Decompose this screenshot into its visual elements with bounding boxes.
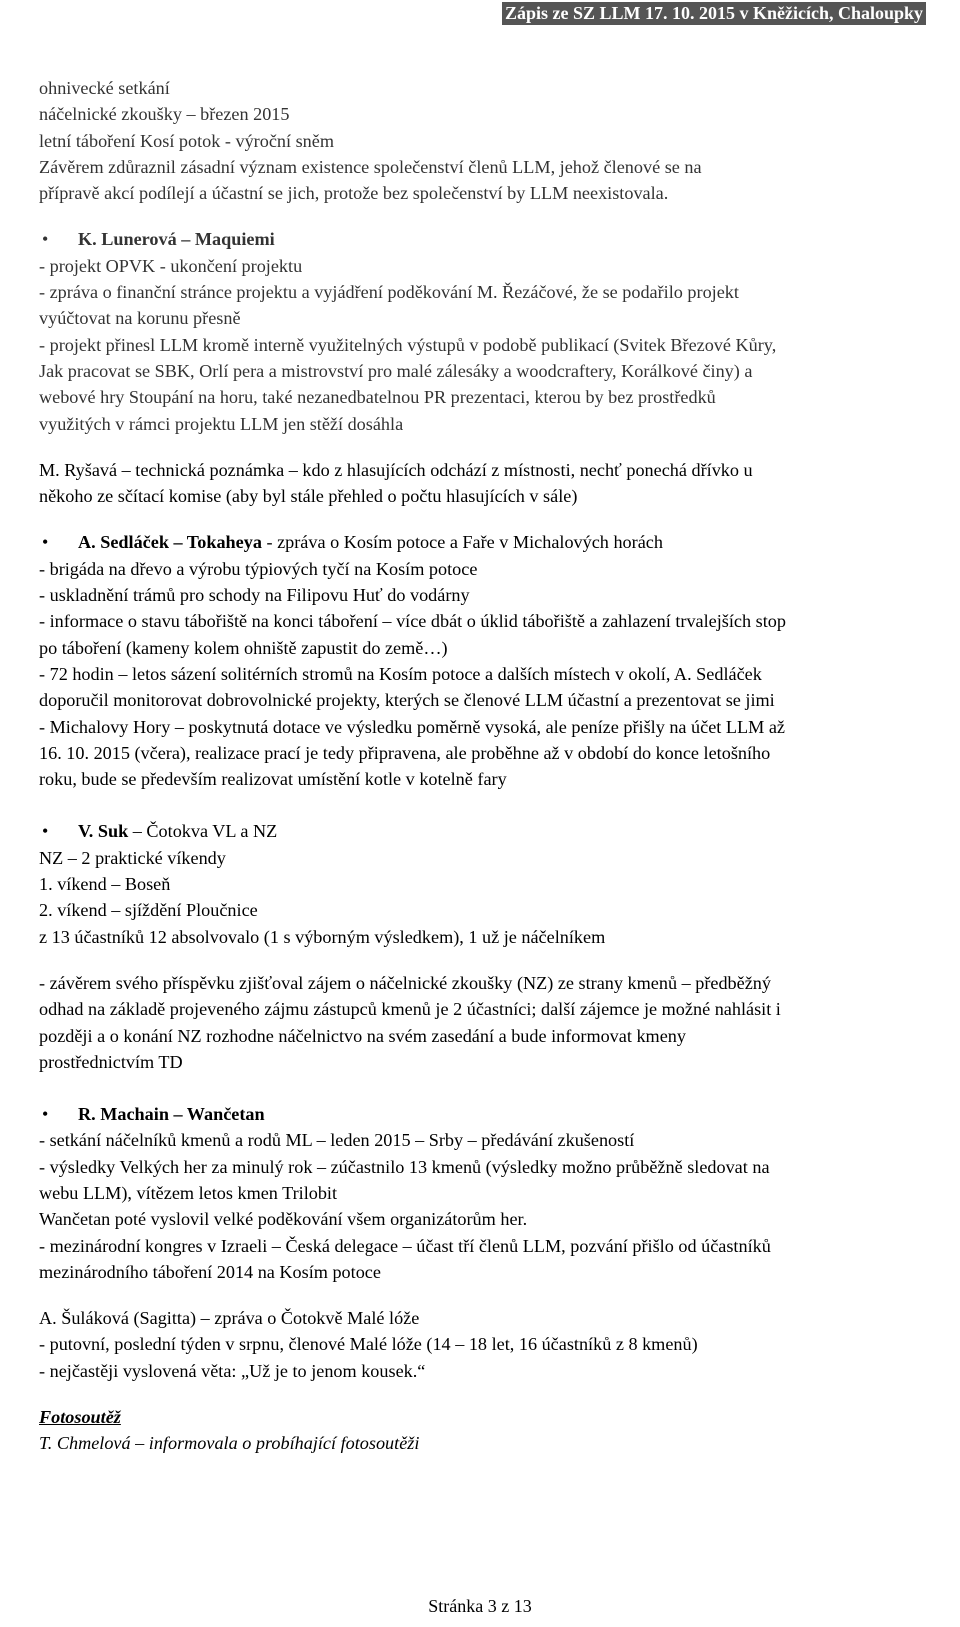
text-line: 1. víkend – Boseň bbox=[39, 874, 171, 895]
text-line: webu LLM), vítězem letos kmen Trilobit bbox=[39, 1182, 338, 1203]
text-line: z 13 účastníků 12 absolvovalo (1 s výborným výsledkem), 1 už je náčelníkem bbox=[39, 926, 606, 947]
text-line: Jak pracovat se SBK, Orlí pera a mistrovství pro malé zálesáky a woodcraftery, Korálkové činy) a bbox=[39, 360, 753, 381]
intro-line: náčelnické zkoušky – březen 2015 bbox=[39, 104, 290, 125]
text-line: doporučil monitorovat dobrovolnické projekty, kterých se členové LLM účastní a prezentovat se jimi bbox=[39, 690, 775, 711]
text-line: - zpráva o finanční stránce projektu a vyjádření poděkování M. Řezáčové, že se podařilo projekt bbox=[39, 282, 739, 303]
text-line: později a o konání NZ rozhodne náčelnictvo na svém zasedání a bude informovat kmeny bbox=[39, 1025, 686, 1046]
text-line: - výsledky Velkých her za minulý rok – zúčastnilo 13 kmenů (výsledky možno průběžně sledovat na bbox=[39, 1156, 770, 1177]
text-line: 2. víkend – sjíždění Ploučnice bbox=[39, 900, 258, 921]
text-line: M. Ryšavá – technická poznámka – kdo z hlasujících odchází z místnosti, nechť ponechá dřívko u bbox=[39, 459, 753, 480]
text-line: odhad na základě projeveného zájmu zástupců kmenů je 2 účastníci; další zájemce je možné nahlásit i bbox=[39, 999, 781, 1020]
speaker-name: K. Lunerová – Maquiemi bbox=[78, 229, 275, 250]
text-line: - mezinárodní kongres v Izraeli – Česká delegace – účast tří členů LLM, pozvání přišlo od účastníků bbox=[39, 1235, 771, 1256]
text-line: - setkání náčelníků kmenů a rodů ML – leden 2015 – Srby – předávání zkušeností bbox=[39, 1130, 635, 1151]
intro-line: letní táboření Kosí potok - výroční sněm bbox=[39, 130, 334, 151]
section-heading-fotosoutez: Fotosoutěž bbox=[39, 1407, 121, 1428]
text-line: - nejčastěji vyslovená věta: „Už je to jenom kousek.“ bbox=[39, 1360, 426, 1381]
text-line: webové hry Stoupání na horu, také nezanedbatelnou PR prezentaci, kterou by bez prostředků bbox=[39, 387, 716, 408]
spacer bbox=[39, 437, 934, 457]
text-line: NZ – 2 praktické víkendy bbox=[39, 847, 226, 868]
spacer bbox=[39, 1384, 934, 1404]
section-heading-machain bbox=[39, 1101, 934, 1127]
text-line: prostřednictvím TD bbox=[39, 1051, 183, 1072]
text-line: roku, bude se především realizovat umístění kotle v kotelně fary bbox=[39, 769, 507, 790]
intro-line: ohnivecké setkání bbox=[39, 78, 170, 98]
text-line: T. Chmelová – informovala o probíhající fotosoutěži bbox=[39, 1433, 420, 1454]
heading-text: - zpráva o Kosím potoce a Faře v Michalových horách bbox=[261, 532, 663, 553]
spacer bbox=[39, 950, 934, 970]
text-line: - projekt OPVK - ukončení projektu bbox=[39, 255, 303, 276]
text-line: - 72 hodin – letos sázení solitérních stromů na Kosím potoce a dalších místech v okolí, A. Sedláček bbox=[39, 663, 762, 684]
text-line: - uskladnění trámů pro schody na Filipovu Huť do vodárny bbox=[39, 585, 470, 606]
speaker-name: V. Suk bbox=[78, 821, 129, 842]
spacer bbox=[39, 509, 934, 529]
text-line: vyúčtovat na korunu přesně bbox=[39, 308, 241, 329]
text-line: - putovní, poslední týden v srpnu, členové Malé lóže (14 – 18 let, 16 účastníků z 8 kmenů) bbox=[39, 1334, 698, 1355]
section-heading-sedlacek bbox=[39, 529, 934, 555]
text-line: 16. 10. 2015 (včera), realizace prací je tedy připravena, ale proběhne až v období do konce letošního bbox=[39, 742, 771, 763]
text-line: - projekt přinesl LLM kromě interně využitelných výstupů v podobě publikací (Svitek Březové Kůry, bbox=[39, 334, 777, 355]
document-body bbox=[39, 75, 934, 1457]
intro-line: Závěrem zdůraznil zásadní význam existence společenství členů LLM, jehož členové se na bbox=[39, 156, 702, 177]
spacer bbox=[39, 1285, 934, 1305]
text-line: využitých v rámci projektu LLM jen stěží dosáhla bbox=[39, 413, 404, 434]
spacer bbox=[39, 1075, 934, 1101]
text-line: A. Šuláková (Sagitta) – zpráva o Čotokvě Malé lóže bbox=[39, 1308, 420, 1329]
text-line: po táboření (kameny kolem ohniště zapustit do země…) bbox=[39, 637, 448, 658]
speaker-name: R. Machain – Wančetan bbox=[78, 1104, 265, 1125]
text-line: - závěrem svého příspěvku zjišťoval zájem o náčelnické zkoušky (NZ) ze strany kmenů – předběžný bbox=[39, 972, 771, 993]
text-line: někoho ze sčítací komise (aby byl stále přehled o počtu hlasujících v sále) bbox=[39, 486, 578, 507]
text-line: - informace o stavu tábořiště na konci táboření – více dbát o úklid tábořiště a zahlazení trvalejších stop bbox=[39, 611, 786, 632]
section-heading-lunerova bbox=[39, 226, 934, 252]
heading-text: – Čotokva VL a NZ bbox=[128, 821, 278, 842]
page-header: Zápis ze SZ LLM 17. 10. 2015 v Kněžicích, Chaloupky bbox=[502, 2, 926, 25]
text-line: mezinárodního táboření 2014 na Kosím potoce bbox=[39, 1261, 381, 1282]
page-number: Stránka 3 z 13 bbox=[428, 1596, 532, 1616]
text-line: - brigáda na dřevo a výrobu týpiových tyčí na Kosím potoce bbox=[39, 558, 478, 579]
text-line: - Michalovy Hory – poskytnutá dotace ve výsledku poměrně vysoká, ale peníze přišly na účet LLM až bbox=[39, 716, 785, 737]
speaker-name: A. Sedláček – Tokaheya bbox=[78, 532, 262, 553]
text-line: Wančetan poté vyslovil velké poděkování všem organizátorům her. bbox=[39, 1209, 528, 1230]
section-heading-suk bbox=[39, 818, 934, 844]
intro-line: přípravě akcí podílejí a účastní se jich, protože bez společenství by LLM neexistovala. bbox=[39, 183, 669, 204]
spacer bbox=[39, 206, 934, 226]
spacer bbox=[39, 792, 934, 818]
